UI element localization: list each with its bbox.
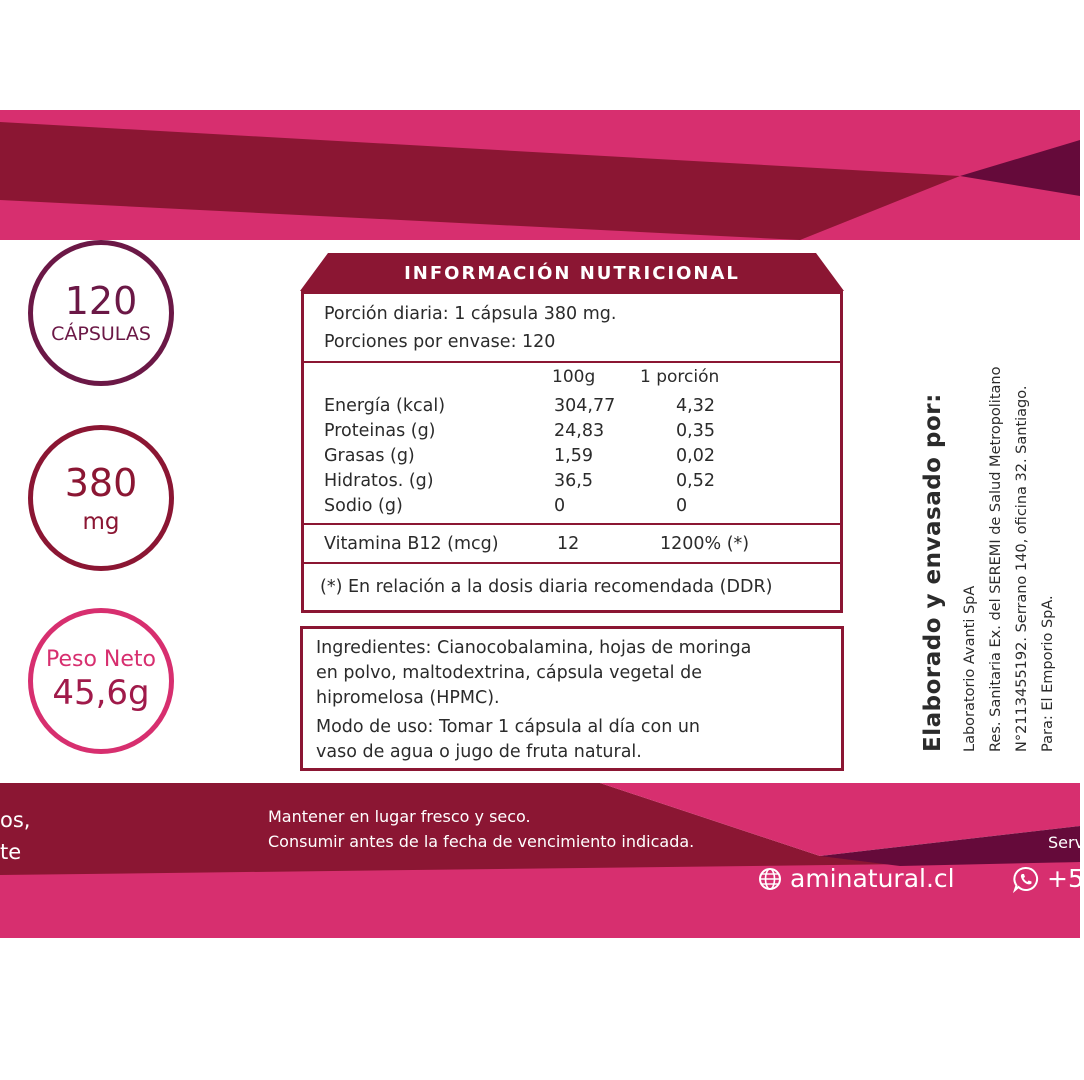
nutrition-title: INFORMACIÓN NUTRICIONAL [404,263,740,284]
nutrient-portion: 4,32 [676,396,715,416]
ingredients-line: hipromelosa (HPMC). [316,688,500,708]
manufacturer-line: N°2113455192. Serrano 140, oficina 32. Santiago. [1014,385,1030,752]
nutrient-portion: 0,52 [676,471,715,491]
ingredients-line: en polvo, maltodextrina, cápsula vegetal de [316,663,702,683]
divider [304,523,840,525]
divider [304,562,840,564]
dose-badge [28,425,174,571]
nutrient-portion: 0 [676,496,688,516]
whatsapp-icon [1013,866,1039,892]
nutrient-name: Sodio (g) [324,496,403,516]
column-header-100g: 100g [552,367,596,387]
vitamin-portion: 1200% (*) [660,534,750,554]
ingredients-line: Ingredientes: Cianocobalamina, hojas de moringa [316,638,752,658]
vitamin-name: Vitamina B12 (mcg) [324,534,499,554]
serving-size: Porción diaria: 1 cápsula 380 mg. [324,304,617,324]
nutrition-header [300,253,844,293]
net-weight-value: 45,6g [52,673,150,713]
nutrient-per100: 36,5 [554,471,593,491]
manufacturer-line: Res. Sanitaria Ex. del SEREMI de Salud Metropolitano [988,366,1004,752]
ddr-footnote: (*) En relación a la dosis diaria recomendada (DDR) [320,577,773,597]
nutrient-portion: 0,02 [676,446,715,466]
net-weight-badge [28,608,174,754]
nutrient-per100: 24,83 [554,421,605,441]
globe-icon [758,867,782,891]
website-text: aminatural.cl [790,864,955,893]
storage-instructions: Mantener en lugar fresco y seco. [268,807,531,826]
nutrient-name: Energía (kcal) [324,396,446,416]
nutrient-per100: 0 [554,496,566,516]
manufacturer-line: Para: El Emporio SpA. [1040,595,1056,752]
dose-unit: mg [82,509,120,535]
phone-link[interactable] [1013,864,1084,893]
servings-per-container: Porciones por envase: 120 [324,332,556,352]
usage-line: vaso de agua o jugo de fruta natural. [316,742,642,762]
vitamin-per100: 12 [557,534,580,554]
ingredients-box [300,626,844,771]
capsule-count-badge [28,240,174,386]
capsule-count: 120 [64,279,138,323]
service-fragment: Serv [1048,833,1084,852]
website-link[interactable] [758,864,955,893]
nutrient-name: Grasas (g) [324,446,415,466]
net-weight-label: Peso Neto [45,647,156,672]
column-header-portion: 1 porción [640,367,720,387]
nutrient-name: Proteinas (g) [324,421,436,441]
capsule-label: CÁPSULAS [51,323,151,345]
nutrition-table [301,291,843,613]
divider [304,361,840,363]
left-fragment-2: te [0,840,22,864]
phone-text: +5 [1047,864,1084,893]
manufacturer-line: Laboratorio Avanti SpA [962,585,978,752]
nutrient-per100: 1,59 [554,446,593,466]
usage-line: Modo de uso: Tomar 1 cápsula al día con un [316,717,701,737]
nutrient-name: Hidratos. (g) [324,471,434,491]
nutrient-per100: 304,77 [554,396,616,416]
expiry-instructions: Consumir antes de la fecha de vencimiento indicada. [268,832,695,851]
left-fragment-1: os, [0,808,31,832]
dose-value: 380 [64,461,138,505]
nutrient-portion: 0,35 [676,421,715,441]
manufacturer-title: Elaborado y envasado por: [920,393,946,752]
